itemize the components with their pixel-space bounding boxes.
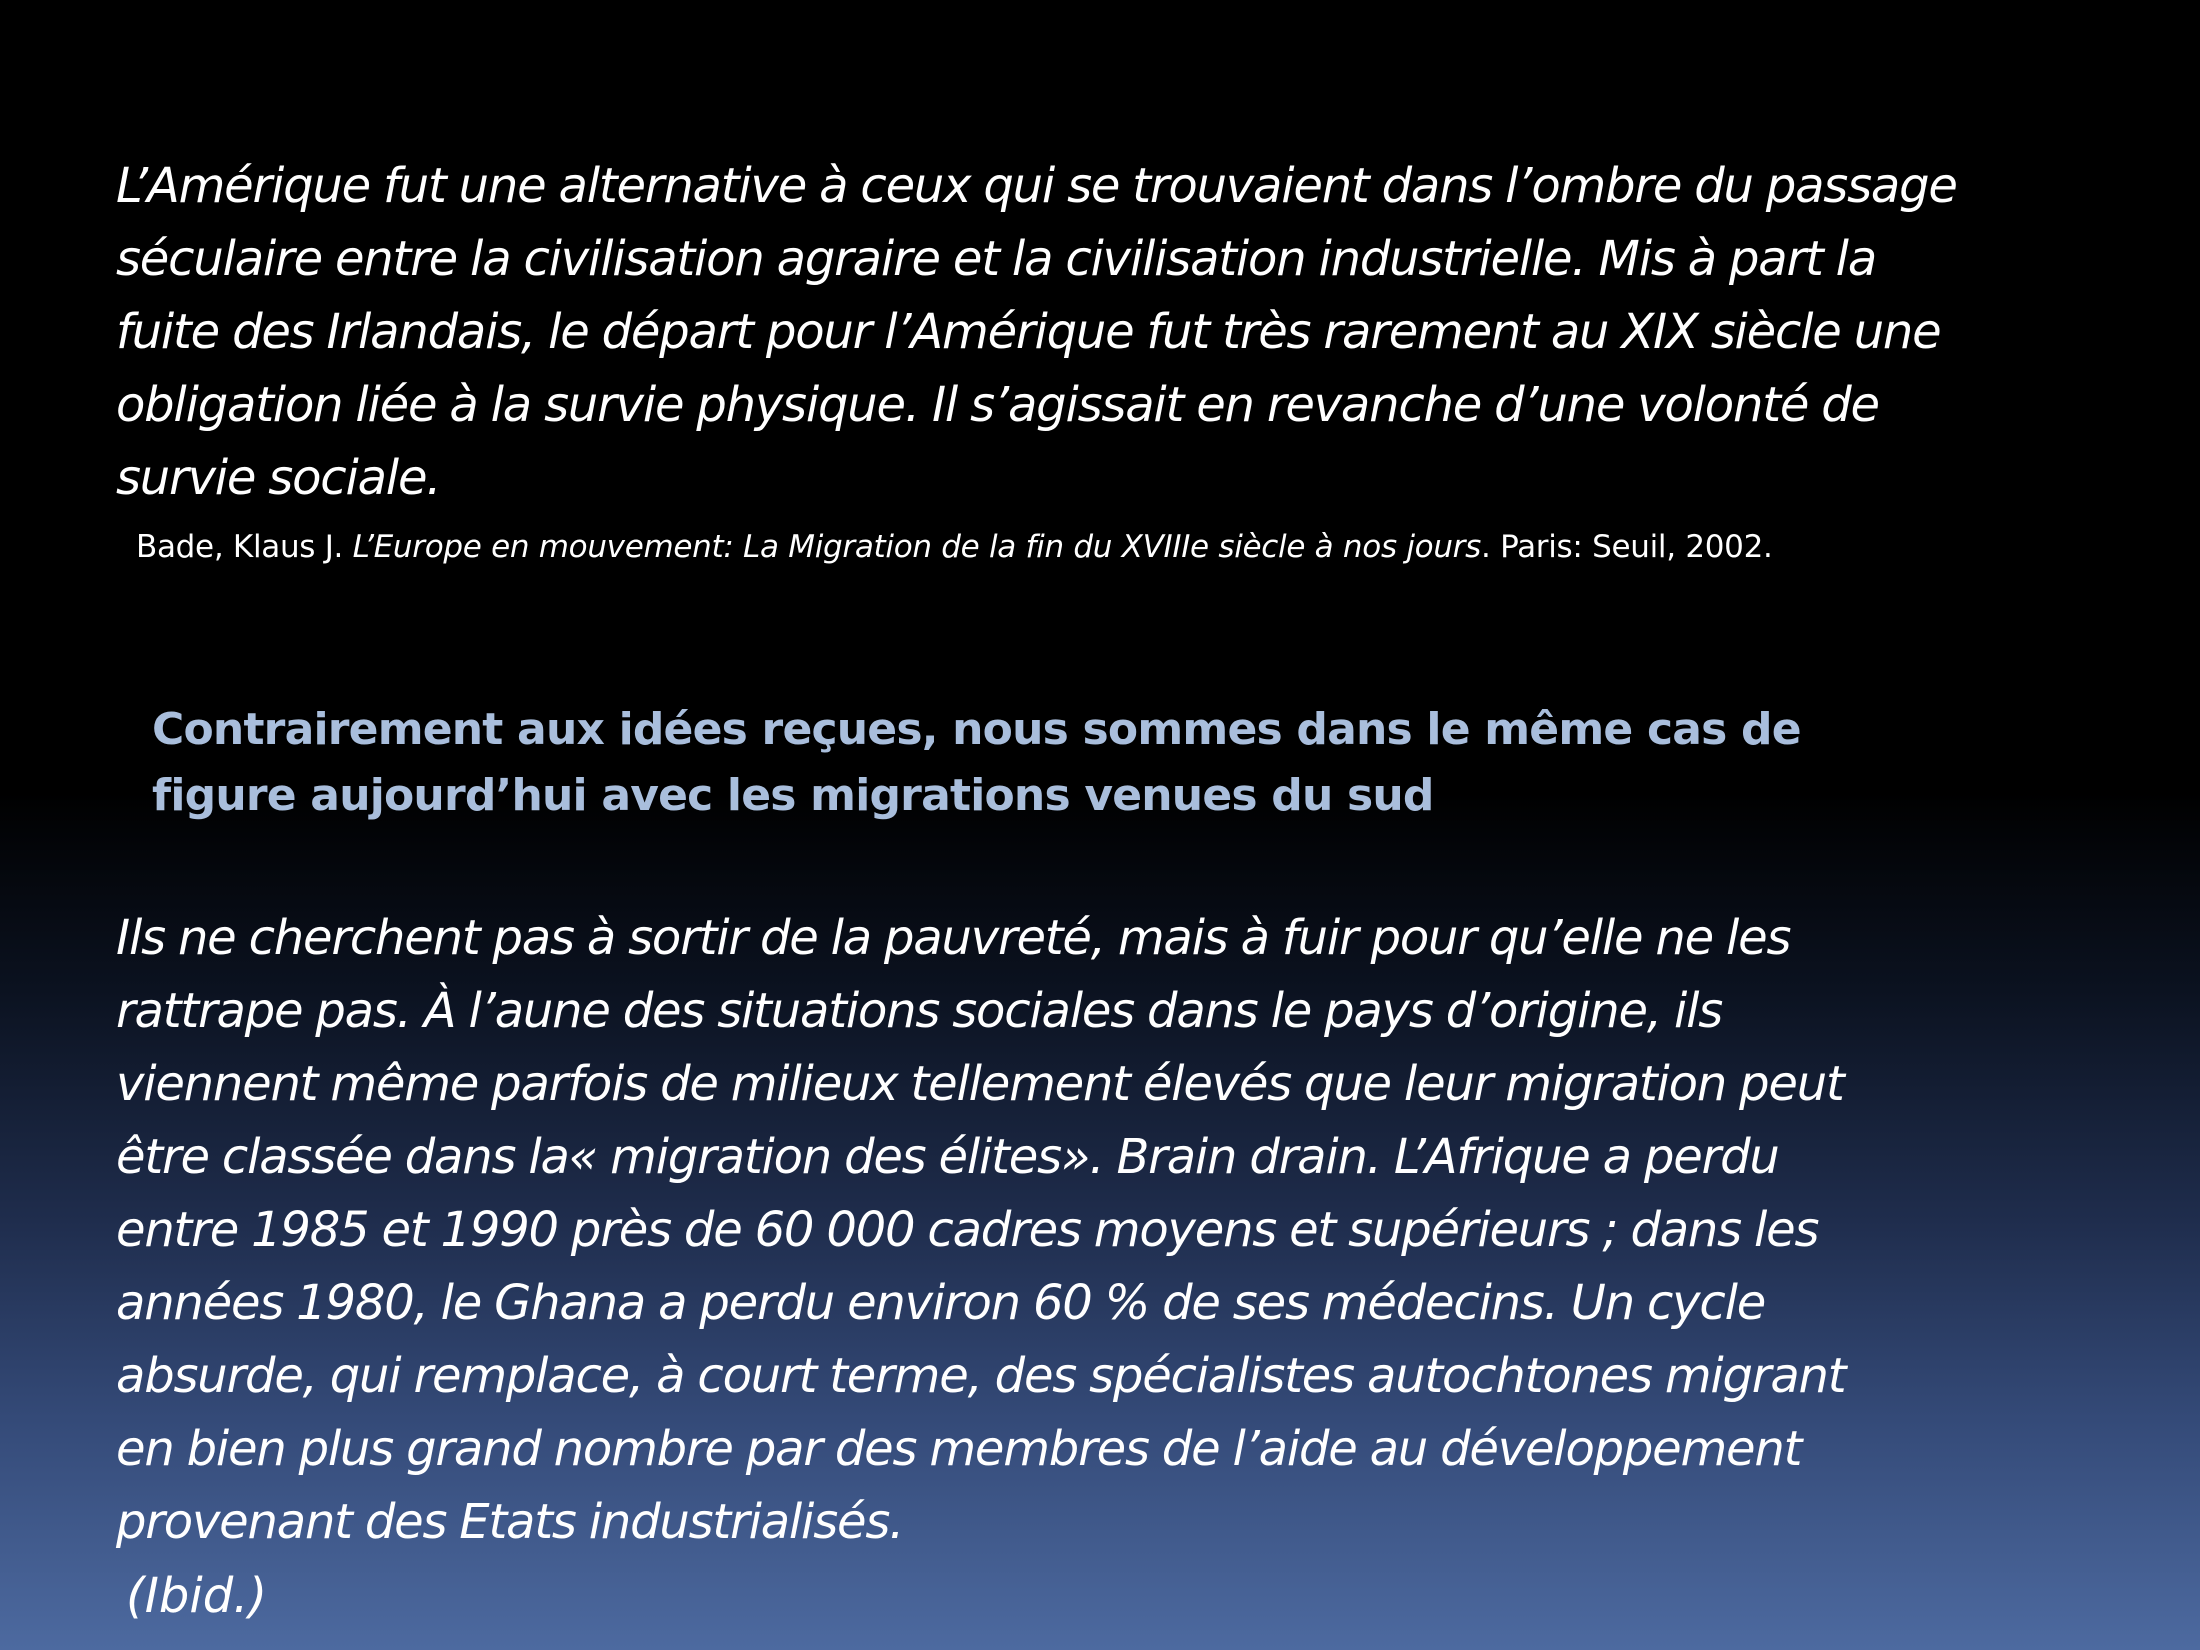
quote-line: L’Amérique fut une alternative à ceux qui se trouvaient dans l’ombre du passage — [116, 158, 1957, 214]
quote-line: survie sociale. — [116, 450, 441, 506]
quote-line: séculaire entre la civilisation agraire et la civilisation industrielle. Mis à part la — [116, 231, 1877, 287]
quote-bade — [116, 150, 2116, 515]
quote-line: viennent même parfois de milieux tellement élevés que leur migration peut — [116, 1056, 1844, 1112]
quote-line: provenant des Etats industrialisés. — [116, 1494, 904, 1550]
citation — [136, 527, 2136, 567]
quote-line: fuite des Irlandais, le départ pour l’Amérique fut très rarement au XIX siècle une — [116, 304, 1941, 360]
quote-line: années 1980, le Ghana a perdu environ 60 % de ses médecins. Un cycle — [116, 1275, 1766, 1331]
citation-book-title: L’Europe en mouvement: La Migration de la fin du XVIIIe siècle à nos jours — [352, 529, 1481, 565]
quote-line: absurde, qui remplace, à court terme, des spécialistes autochtones migrant — [116, 1348, 1846, 1404]
quote-line: entre 1985 et 1990 près de 60 000 cadres moyens et supérieurs ; dans les — [116, 1202, 1819, 1258]
highlight-statement — [152, 697, 2052, 829]
quote-line: rattrape pas. À l’aune des situations sociales dans le pays d’origine, ils — [116, 983, 1723, 1039]
citation-author: Bade, Klaus J. — [136, 529, 344, 565]
highlight-line: figure aujourd’hui avec les migrations venues du sud — [152, 770, 1434, 821]
quote-line: en bien plus grand nombre par des membres de l’aide au développement — [116, 1421, 1802, 1477]
attribution-ibid: (Ibid.) — [126, 1568, 268, 1624]
quote-line: être classée dans la« migration des élites». Brain drain. L’Afrique a perdu — [116, 1129, 1779, 1185]
citation-publication: . Paris: Seuil, 2002. — [1480, 529, 1773, 565]
highlight-line: Contrairement aux idées reçues, nous sommes dans le même cas de — [152, 704, 1801, 755]
quote-line: obligation liée à la survie physique. Il s’agissait en revanche d’une volonté de — [116, 377, 1879, 433]
quote-line: Ils ne cherchent pas à sortir de la pauvreté, mais à fuir pour qu’elle ne les — [116, 910, 1791, 966]
quote-brain-drain — [116, 902, 2116, 1559]
